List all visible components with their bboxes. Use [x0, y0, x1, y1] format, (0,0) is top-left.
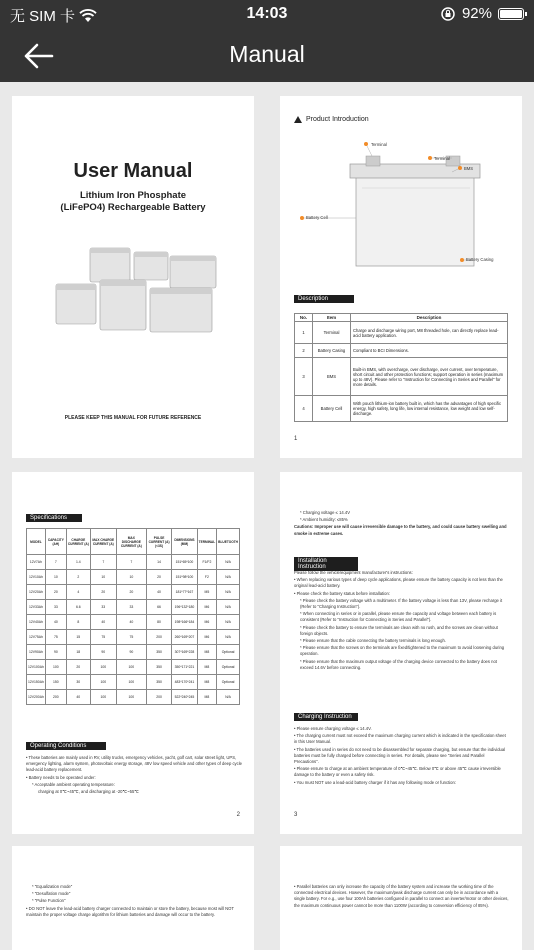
- table-cell: 12V40Ah: [27, 615, 46, 630]
- label-battery-cell: Battery Cell: [306, 215, 328, 220]
- table-cell: BMS: [313, 358, 351, 396]
- text-line: Please follow the vehicle/equipment manufacturer's instructions:: [294, 570, 413, 575]
- table-cell: 350: [146, 645, 171, 660]
- cover-keep-notice: PLEASE KEEP THIS MANUAL FOR FUTURE REFERENCE: [64, 415, 202, 421]
- table-cell: Compliant to BCI Dimensions.: [351, 344, 508, 358]
- table-header: PULSE CURRENT (A) (<3S): [146, 529, 171, 555]
- manual-page-installation[interactable]: [280, 472, 522, 834]
- battery-icon: [498, 8, 524, 20]
- table-cell: Battery Cell: [313, 396, 351, 422]
- table-cell: 4: [295, 396, 313, 422]
- text-line: * Please ensure that the maximum output voltage of the charging device connected to the battery does not exceed 14.6V before connecting.: [300, 658, 497, 670]
- table-cell: With pouch lithium-ion battery built in, which has the advantages of high specific energy, high safety, long life, low internal resistance, low weight and low self-discharge.: [351, 396, 508, 422]
- table-cell: 12V20Ah: [27, 585, 46, 600]
- table-cell: 350: [146, 660, 171, 675]
- label-terminal-2: Terminal: [434, 156, 450, 161]
- table-header: CHARGE CURRENT (A): [66, 529, 90, 555]
- text-line: • You must NOT use a lead-acid battery charger if it has any following mode or function:: [294, 779, 456, 785]
- table-cell: 1.4: [66, 555, 90, 570]
- description-table: [294, 313, 508, 422]
- table-cell: 200: [146, 690, 171, 705]
- table-row: [27, 660, 240, 675]
- manual-page-6[interactable]: [280, 846, 522, 950]
- text-line: • The charging current must not exceed the maximum charging current which is indicated in the specification sheet in this User Manual.: [294, 733, 506, 745]
- text-line: * Charging voltage ≤ 14.4V: [300, 510, 351, 515]
- cover-subtitle-line-2: (LiFePO4) Rechargeable Battery: [60, 202, 206, 213]
- table-header: No.: [295, 314, 313, 322]
- table-header: MAX CHARGE CURRENT (A): [90, 529, 116, 555]
- table-cell: 100: [90, 675, 116, 690]
- table-cell: 12V33Ah: [27, 600, 46, 615]
- table-row: [27, 585, 240, 600]
- table-cell: 90: [116, 645, 146, 660]
- table-cell: 90: [45, 645, 66, 660]
- table-cell: 40: [116, 615, 146, 630]
- warning-icon: [294, 116, 302, 123]
- table-header-row: [27, 529, 240, 555]
- table-cell: 20: [146, 570, 171, 585]
- table-cell: M8: [197, 660, 216, 675]
- table-cell: 10: [90, 570, 116, 585]
- table-cell: M8: [197, 675, 216, 690]
- table-cell: 75: [45, 630, 66, 645]
- table-cell: 7: [45, 555, 66, 570]
- table-row: [295, 344, 508, 358]
- page-number: 3: [294, 812, 298, 818]
- table-header: CAPACITY (AH): [45, 529, 66, 555]
- table-row: [27, 630, 240, 645]
- table-cell: 7: [90, 555, 116, 570]
- table-cell: 12V7Ah: [27, 555, 46, 570]
- caution-text: Cautions: Improper use will cause irreversible damage to the battery, and could cause battery swelling and smoke in extreme cases.: [294, 524, 507, 536]
- text-line: • Battery needs to be operated under:: [26, 774, 96, 780]
- table-cell: 15: [66, 630, 90, 645]
- text-line: * Acceptable ambient operating temperature:: [32, 781, 115, 787]
- table-cell: 12V10Ah: [27, 570, 46, 585]
- page-number: 1: [294, 436, 298, 442]
- text-line: • Please check the battery status before installation:: [294, 590, 390, 596]
- table-cell: N/A: [217, 585, 240, 600]
- text-line: * "Desulfation mode": [32, 891, 71, 897]
- table-cell: 20: [66, 660, 90, 675]
- text-line: • Please ensure to charge at an ambient temperature of 0℃~45℃. Below 0℃ or above 45℃ cause irreversible damage to the battery or even a safety risk.: [294, 766, 501, 778]
- installation-heading: Installation Instruction: [294, 557, 358, 571]
- table-row: [27, 615, 240, 630]
- product-intro-heading: [294, 116, 369, 123]
- table-cell: 90: [90, 645, 116, 660]
- table-cell: F2: [197, 570, 216, 585]
- table-cell: 2: [66, 570, 90, 585]
- table-cell: M8: [197, 645, 216, 660]
- manual-page-product-introduction[interactable]: [280, 96, 522, 458]
- table-cell: 30: [66, 675, 90, 690]
- rotation-lock-icon: [440, 6, 456, 22]
- table-cell: 33: [116, 600, 146, 615]
- table-cell: 12V200Ah: [27, 690, 46, 705]
- table-cell: 66: [146, 600, 171, 615]
- table-row: [27, 690, 240, 705]
- table-header: MAX DISCHARGE CURRENT (A): [116, 529, 146, 555]
- battery-product-image: [52, 244, 222, 336]
- table-cell: 3: [295, 358, 313, 396]
- table-cell: N/A: [217, 600, 240, 615]
- table-cell: Battery Casing: [313, 344, 351, 358]
- product-intro-heading-text: Product Introduction: [306, 116, 369, 123]
- table-cell: N/A: [217, 570, 240, 585]
- table-cell: 33: [90, 600, 116, 615]
- manual-page-5[interactable]: [12, 846, 254, 950]
- table-header-row: [295, 314, 508, 322]
- text-line: * "Pulse Function": [32, 898, 66, 904]
- table-cell: 8: [66, 615, 90, 630]
- table-row: [295, 358, 508, 396]
- table-cell: 100: [116, 660, 146, 675]
- table-row: [27, 675, 240, 690]
- table-cell: Charge and discharge wiring port, M8 threaded hole, can directly replace lead-acid battery application.: [351, 322, 508, 344]
- status-bar: [0, 0, 534, 30]
- table-cell: N/A: [217, 630, 240, 645]
- table-cell: 483*170*241: [172, 675, 197, 690]
- table-cell: 10: [45, 570, 66, 585]
- table-cell: Optional: [217, 660, 240, 675]
- table-cell: M6: [197, 615, 216, 630]
- table-cell: 75: [90, 630, 116, 645]
- text-line: • Please ensure charging voltage ≤ 14.4V.: [294, 726, 372, 731]
- charger-mode-text: [26, 884, 242, 919]
- manual-page-specifications[interactable]: [12, 472, 254, 834]
- text-line: * Please ensure that the screws on the terminals are fixed/tightened to the maximum to avoid loosening during operation.: [300, 645, 505, 657]
- label-bms: BMS: [464, 166, 474, 171]
- text-line: • Parallel batteries can only increase the capacity of the battery system and increase the working time of the connected electrical devices. However, the maximum/peak discharge current can only be in accordance with a single battery. For e.g., use four 100Ah batteries configured in parallel to connect an inverter/motor or other devices, the maximum continuous power cannot be more than 1100W (according to conversion efficiency of 85%).: [294, 884, 509, 908]
- table-cell: 20: [90, 585, 116, 600]
- table-cell: 12V150Ah: [27, 675, 46, 690]
- table-cell: 12V75Ah: [27, 630, 46, 645]
- specifications-heading: Specifications: [26, 514, 82, 522]
- text-line: * "Equalization mode": [32, 884, 73, 889]
- clock: 14:03: [246, 5, 288, 22]
- text-line: • The batteries used in series do not need to be disassembled for separate charging, but ensure that the individual batteries must be fully charged before connecting in series. For details, please see "Series and Parallel Precautions".: [294, 746, 506, 765]
- table-cell: 2: [295, 344, 313, 358]
- text-line: * Please check the battery voltage with a multimeter. If the battery voltage is less than 13V, please recharge it (Refer to "Charging Instruction").: [300, 597, 503, 610]
- table-cell: 4: [66, 585, 90, 600]
- table-cell: 350: [146, 675, 171, 690]
- label-battery-casing: Battery Casing: [466, 257, 494, 262]
- table-header: BLUETOOTH: [217, 529, 240, 555]
- table-cell: 200: [45, 690, 66, 705]
- table-cell: 18: [66, 645, 90, 660]
- table-cell: 7: [116, 555, 146, 570]
- installation-text: [294, 570, 510, 672]
- table-cell: 100: [90, 660, 116, 675]
- table-cell: 522*240*245: [172, 690, 197, 705]
- table-cell: 75: [116, 630, 146, 645]
- table-cell: 40: [45, 615, 66, 630]
- table-cell: 198*166*184: [172, 615, 197, 630]
- text-line: * When connecting in series or in parallel, please ensure the capacity and voltage between each battery is consistent (Refer to "Instruction for Connecting in Series and Parallel").: [300, 611, 497, 623]
- table-cell: 100: [90, 690, 116, 705]
- table-cell: Optional: [217, 645, 240, 660]
- table-cell: 1: [295, 322, 313, 344]
- table-row: [27, 645, 240, 660]
- table-cell: N/A: [217, 690, 240, 705]
- table-cell: Optional: [217, 675, 240, 690]
- table-cell: 181*77*167: [172, 585, 197, 600]
- table-cell: Terminal: [313, 322, 351, 344]
- cover-subtitle: [12, 190, 254, 214]
- status-right: [440, 5, 524, 22]
- table-cell: 260*169*207: [172, 630, 197, 645]
- table-cell: 150: [45, 675, 66, 690]
- cover-title: User Manual: [73, 160, 193, 182]
- table-header: Item: [313, 314, 351, 322]
- charging-text: [294, 726, 510, 787]
- table-cell: 307*169*228: [172, 645, 197, 660]
- table-cell: 100: [116, 675, 146, 690]
- carrier-label: 无 SIM 卡: [10, 8, 76, 25]
- table-cell: M5: [197, 585, 216, 600]
- text-line: charging at 0℃~45℃, and discharging at -20℃~55℃: [38, 789, 139, 795]
- table-cell: M6: [197, 630, 216, 645]
- label-terminal-1: Terminal: [371, 142, 387, 147]
- table-cell: 33: [45, 600, 66, 615]
- cover-subtitle-line-1: Lithium Iron Phosphate: [79, 190, 187, 201]
- table-cell: 20: [116, 585, 146, 600]
- table-cell: 6.6: [66, 600, 90, 615]
- table-cell: 40: [146, 585, 171, 600]
- table-cell: M6: [197, 600, 216, 615]
- manual-page-cover[interactable]: [12, 96, 254, 458]
- table-cell: 151*98*100: [172, 570, 197, 585]
- table-row: [27, 570, 240, 585]
- navigation-bar: [0, 30, 534, 82]
- charging-conditions-text: [294, 510, 510, 538]
- text-line: * Ambient humidity: ≤85%: [300, 517, 348, 523]
- battery-percent: 92%: [461, 5, 492, 22]
- table-header: MODEL: [27, 529, 46, 555]
- operating-conditions-text: [26, 755, 242, 796]
- table-cell: 10: [116, 570, 146, 585]
- table-cell: 100: [45, 660, 66, 675]
- table-header: DIMENSIONS (MM): [172, 529, 197, 555]
- table-cell: 20: [45, 585, 66, 600]
- text-line: • DO NOT leave the lead-acid battery charger connected to maintain or store the battery, because most will NOT maintain the proper voltage charge algorithm for lithium batteries and damage will occur to the battery.: [26, 905, 234, 917]
- table-cell: 12V90Ah: [27, 645, 46, 660]
- table-cell: 80: [146, 615, 171, 630]
- table-row: [295, 396, 508, 422]
- table-cell: 196*132*180: [172, 600, 197, 615]
- table-cell: Built-in BMS, with overcharge, over discharge, over current, over temperature, short circuit and other protection functions; support operation in series (maximum up to 48V). Please refer to "Instruction for Connecting in Series and Parallel" for more details.: [351, 358, 508, 396]
- table-cell: 14: [146, 555, 171, 570]
- table-cell: 40: [90, 615, 116, 630]
- table-row: [27, 600, 240, 615]
- table-cell: 350*171*221: [172, 660, 197, 675]
- operating-conditions-heading: Operating Conditions: [26, 742, 106, 750]
- charging-heading: Charging Instruction: [294, 713, 358, 721]
- table-cell: 100: [116, 690, 146, 705]
- table-cell: 200: [146, 630, 171, 645]
- text-line: • When replacing various types of deep cycle applications, please ensure the battery capacity is not less than the original lead-acid battery.: [294, 577, 503, 589]
- table-cell: F1/F2: [197, 555, 216, 570]
- table-cell: N/A: [217, 615, 240, 630]
- table-header: Description: [351, 314, 508, 322]
- text-line: • These batteries are mainly used in RV, utility trucks, emergency vehicles, yacht, golf cart, solar street light, UPS, emergency lighting, alarm system, photovoltaic energy storage, 48V low speed vehicle and other types of deep cycle lead-acid battery replacement.: [26, 755, 243, 773]
- table-row: [295, 322, 508, 344]
- table-cell: 12V100Ah: [27, 660, 46, 675]
- table-header: TERMINAL: [197, 529, 216, 555]
- text-line: * Please check the battery to ensure the terminals are clean with no rush, and the screws are clean without foreign objects.: [300, 624, 498, 636]
- text-line: * Please ensure that the cable connecting the battery terminals is long enough.: [300, 638, 446, 644]
- parallel-text: [294, 884, 510, 910]
- page-number: 2: [236, 812, 240, 818]
- table-cell: 40: [66, 690, 90, 705]
- description-heading: Description: [294, 295, 354, 303]
- table-cell: M8: [197, 690, 216, 705]
- table-row: [27, 555, 240, 570]
- table-cell: 151*65*100: [172, 555, 197, 570]
- page-title: Manual: [229, 41, 305, 67]
- specifications-table: [26, 528, 240, 705]
- table-cell: N/A: [217, 555, 240, 570]
